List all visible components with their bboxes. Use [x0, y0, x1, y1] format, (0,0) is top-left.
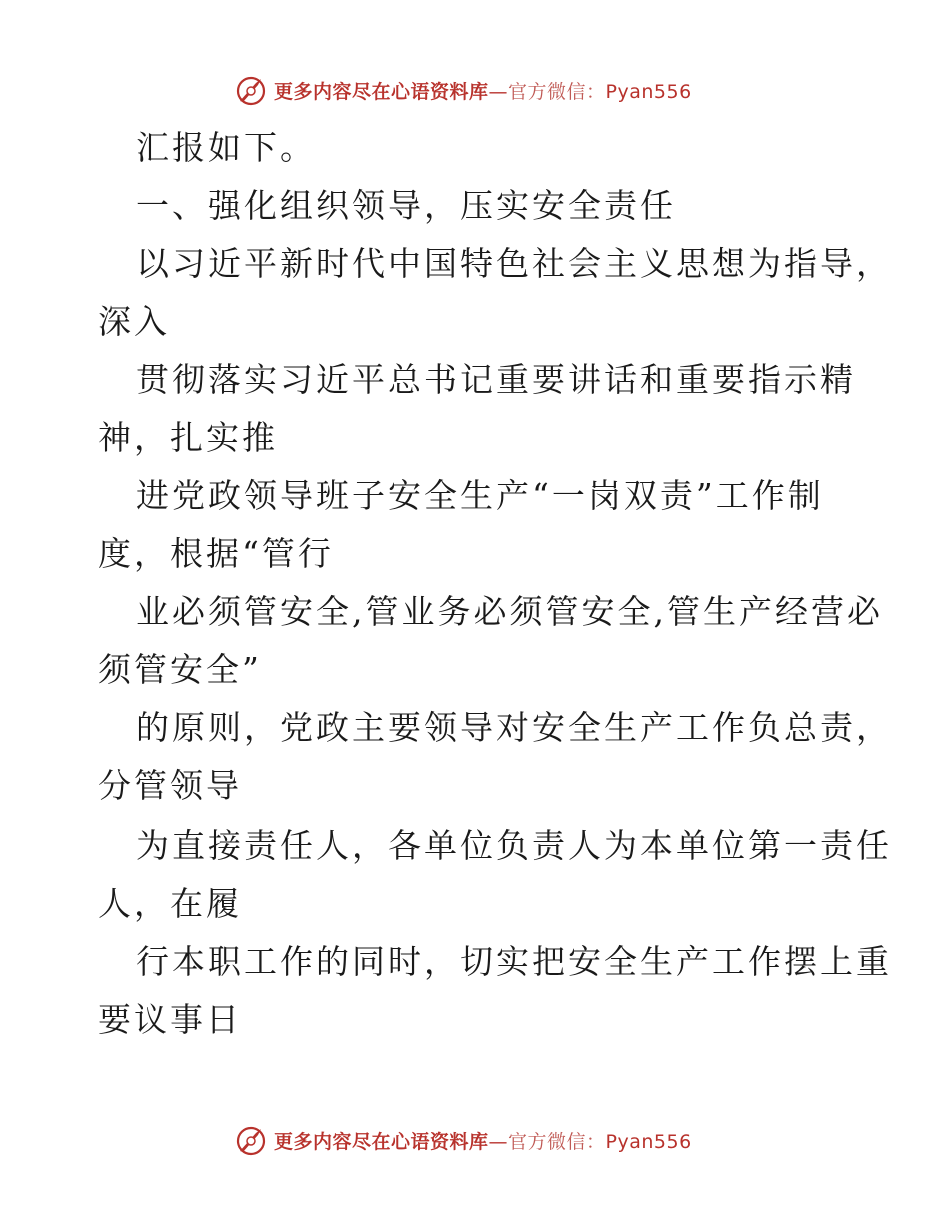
- footer-wechat-id: Pyan556: [605, 1130, 692, 1153]
- header-banner: [234, 72, 714, 108]
- footer-dash: —: [488, 1130, 509, 1153]
- header-dash: —: [488, 80, 509, 103]
- header-wechat-label: 官方微信：: [508, 80, 606, 103]
- body-line: 进党政领导班子安全生产“一岗双责”工作制: [136, 476, 824, 515]
- quill-pen-logo-icon: [234, 73, 268, 107]
- footer-wechat-label: 官方微信：: [508, 1130, 606, 1153]
- body-line: 要议事日: [98, 1000, 242, 1039]
- body-line: 须管安全”: [98, 650, 262, 689]
- body-line: 为直接责任人，各单位负责人为本单位第一责任: [136, 826, 892, 865]
- body-line: 分管领导: [98, 766, 242, 805]
- body-line: 的原则，党政主要领导对安全生产工作负总责，: [136, 708, 892, 747]
- header-banner-text: [274, 77, 692, 104]
- body-line: 神，扎实推: [98, 418, 278, 457]
- body-line: 以习近平新时代中国特色社会主义思想为指导，: [136, 244, 892, 283]
- body-line: 业必须管安全,管业务必须管安全,管生产经营必: [136, 592, 883, 631]
- footer-banner: [234, 1122, 714, 1158]
- body-line: 人，在履: [98, 884, 242, 923]
- header-wechat-id: Pyan556: [605, 80, 692, 103]
- section-heading: 一、强化组织领导，压实安全责任: [136, 186, 676, 225]
- footer-site-text: 更多内容尽在心语资料库: [274, 1130, 489, 1153]
- body-line: 贯彻落实习近平总书记重要讲话和重要指示精: [136, 360, 856, 399]
- quill-pen-logo-icon: [234, 1123, 268, 1157]
- body-line: 汇报如下。: [136, 128, 316, 167]
- footer-banner-text: [274, 1127, 692, 1154]
- body-line: 行本职工作的同时，切实把安全生产工作摆上重: [136, 942, 892, 981]
- header-site-text: 更多内容尽在心语资料库: [274, 80, 489, 103]
- body-line: 度，根据“管行: [98, 534, 334, 573]
- body-line: 深入: [98, 302, 170, 341]
